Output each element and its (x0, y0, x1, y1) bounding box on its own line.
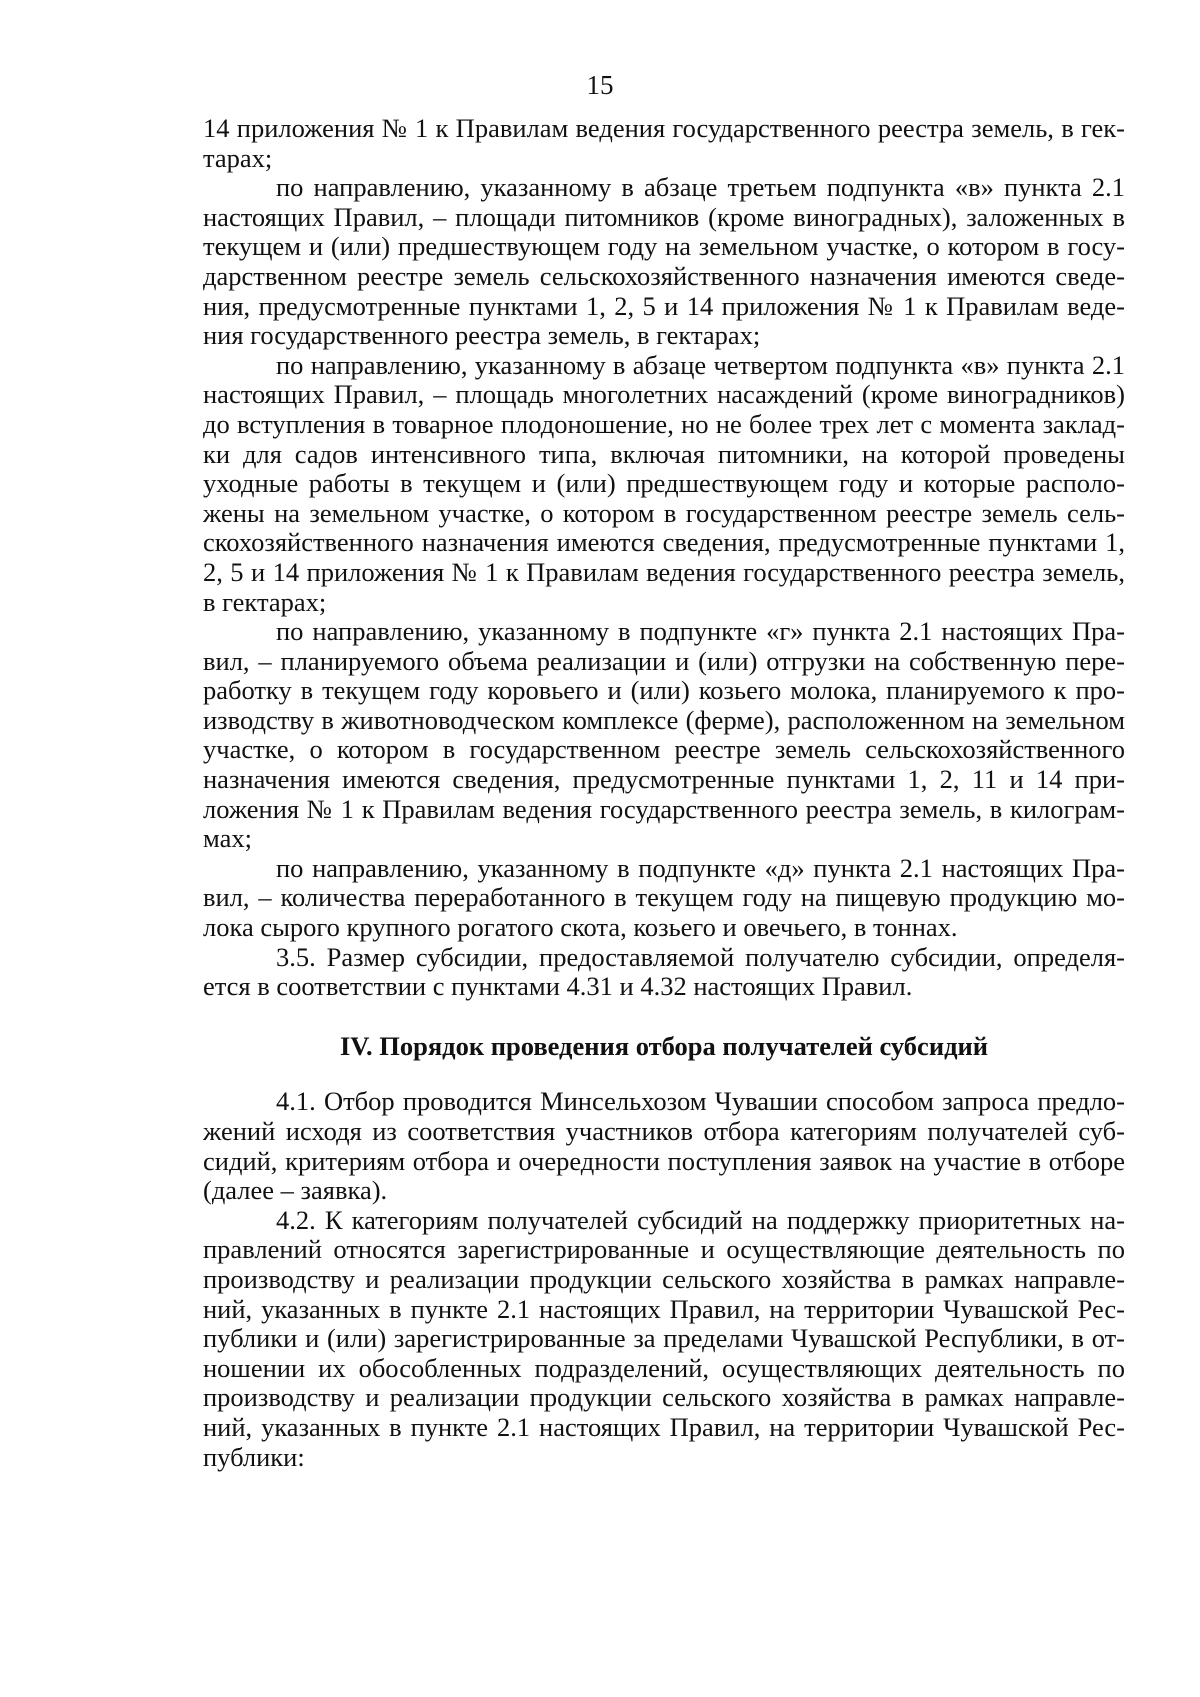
document-body (203, 114, 1125, 1472)
paragraph-continuation: 14 приложения № 1 к Правилам ведения государственного реестра земель, в гектарах; (203, 113, 1125, 173)
paragraph-milk-volume: по направлению, указанному в подпункте «г» пункта 2.1 настоящих Правил, – планируемого объема реализации и (или) отгрузки на собственную переработку в текущем году коровьего и (или) козьего молока, планируемого к производству в животноводческом комплексе (ферме), расположенном на земельном участке, о котором в государственном реестре земель сельскохозяйственного назначения имеются сведения, предусмотренные пунктами 1, 2, 11 и 14 приложения № 1 к Правилам ведения государственного реестра земель, в килограммах; (203, 616, 1125, 854)
paragraph-nurseries-area: по направлению, указанному в абзаце третьем подпункта «в» пункта 2.1 настоящих Правил, – площади питомников (кроме виноградных), заложенных в текущем и (или) предшествующем году на земельном участке, о котором в государственном реестре земель сельскохозяйственного назначения имеются сведения, предусмотренные пунктами 1, 2, 5 и 14 приложения № 1 к Правилам ведения государственного реестра земель, в гектарах; (203, 172, 1125, 351)
paragraph-4-2: 4.2. К категориям получателей субсидий на поддержку приоритетных направлений относятся зарегистрированные и осуществляющие деятельность по производству и реализации продукции сельского хозяйства в рамках направлений, указанных в пункте 2.1 настоящих Правил, на территории Чувашской Республики и (или) зарегистрированные за пределами Чувашской Республики, в отношении их обособленных подразделений, осуществляющих деятельность по производству и реализации продукции сельского хозяйства в рамках направлений, указанных в пункте 2.1 настоящих Правил, на территории Чувашской Республики: (203, 1204, 1125, 1472)
paragraph-4-1: 4.1. Отбор проводится Минсельхозом Чувашии способом запроса предложений исходя из соответствия участников отбора категориям получателей субсидий, критериям отбора и очередности поступления заявок на участие в отборе (далее – заявка). (203, 1086, 1125, 1206)
paragraph-processed-milk: по направлению, указанному в подпункте «д» пункта 2.1 настоящих Правил, – количества переработанного в текущем году на пищевую продукцию молока сырого крупного рогатого скота, козьего и овечьего, в тоннах. (203, 852, 1125, 943)
page-number: 15 (586, 70, 614, 100)
paragraph-perennial-plantings-area: по направлению, указанному в абзаце четвертом подпункта «в» пункта 2.1 настоящих Правил, – площадь многолетних насаждений (кроме виноградников) до вступления в товарное плодоношение, но не более трех лет с момента закладки для садов интенсивного типа, включая питомники, на которой проведены уходные работы в текущем и (или) предшествующем году и которые расположены на земельном участке, о котором в государственном реестре земель сельскохозяйственного назначения имеются сведения, предусмотренные пунктами 1, 2, 5 и 14 приложения № 1 к Правилам ведения государственного реестра земель, в гектарах; (203, 349, 1125, 617)
paragraph-3-5: 3.5. Размер субсидии, предоставляемой получателю субсидии, определяется в соответствии с пунктами 4.31 и 4.32 настоящих Правил. (203, 941, 1125, 1002)
section-heading: IV. Порядок проведения отбора получателей субсидий (339, 1030, 989, 1061)
